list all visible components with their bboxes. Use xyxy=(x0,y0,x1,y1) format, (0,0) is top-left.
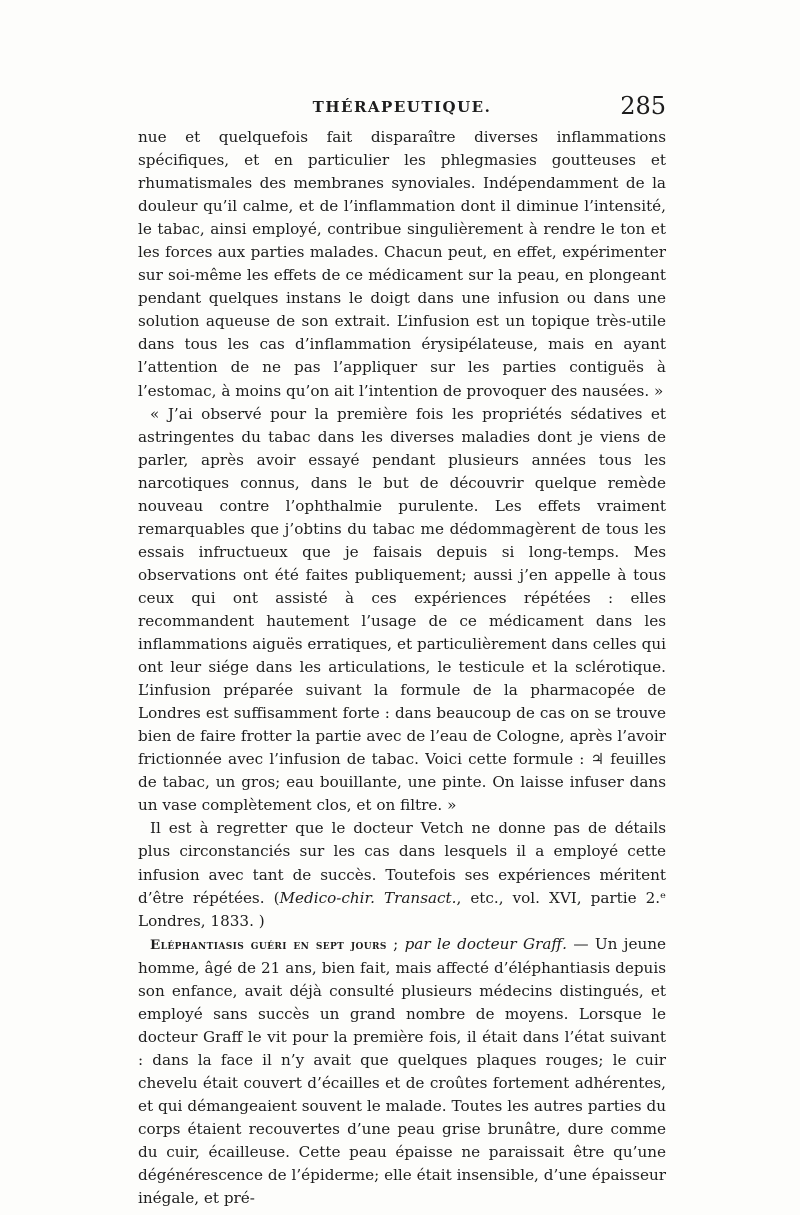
paragraph-case-report xyxy=(138,933,666,1211)
case-author: par le docteur Graff. xyxy=(404,934,567,953)
case-body: — Un jeune homme, âgé de 21 ans, bien fait, mais affecté d’éléphantiasis depuis son enfance, avait déjà consulté plusieurs médecins distingués, et employé sans succès un grand nombre de moyens. Lorsque le docteur Graff le vit pour la première fois, il était dans l’état suivant : dans la face il n’y avait que quelques plaques rouges; le cuir chevelu était couvert d’écailles et de croûtes fortement adhérentes, et qui démangeaient souvent le malade. Toutes les autres parties du corps étaient recouvertes d’une peau grise brunâtre, dure comme du cuir, écailleuse. Cette peau épaisse ne paraissait être qu’une dégénérescence de l’épiderme; elle était insensible, d’une épaisseur inégale, et pré- xyxy=(138,934,666,1208)
paragraph-continuation: nue et quelquefois fait disparaître diverses inflammations spécifiques, et en particulier les phlegmasies goutteuses et rhumatismales des membranes synoviales. Indépendamment de la douleur qu’il calme, et de l’inflammation dont il diminue l’intensité, le tabac, ainsi employé, contribue singulièrement à rendre le ton et les forces aux parties malades. Chacun peut, en effet, expérimenter sur soi-même les effets de ce médicament sur la peau, en plongeant pendant quelques instans le doigt dans une infusion ou dans une solution aqueuse de son extrait. L’infusion est un topique très-utile dans tous les cas d’inflammation érysipélateuse, mais en ayant l’attention de ne pas l’appliquer sur les parties contiguës à l’estomac, à moins qu’on ait l’intention de provoquer des nausées. » xyxy=(138,128,666,400)
heading-separator: ; xyxy=(386,934,405,953)
paragraph-commentary xyxy=(138,817,666,932)
running-title: THÉRAPEUTIQUE. xyxy=(312,98,492,116)
book-page xyxy=(138,92,666,1210)
section-heading: Eléphantiasis guéri en sept jours xyxy=(150,936,387,953)
body-text xyxy=(138,126,666,1210)
page-number: 285 xyxy=(620,92,666,120)
paragraph-quote: « J’ai observé pour la première fois les propriétés sédatives et astringentes du tabac dans les diverses maladies dont je viens de parler, après avoir essayé pendant plusieurs années tous les narcotiques connus, dans le but de découvrir quelque remède nouveau contre l’ophthalmie purulente. Les effets vraiment remarquables que j’obtins du tabac me dédommagèrent de tous les essais infructueux que je faisais depuis si long-temps. Mes observations ont été faites publiquement; aussi j’en appelle à tous ceux qui ont assisté à ces expériences répétées : elles recommandent hautement l’usage de ce médicament dans les inflammations aiguës erratiques, et particulièrement dans celles qui ont leur siége dans les articulations, le testicule et la sclérotique. L’infusion préparée suivant la formule de la pharmacopée de Londres est suffisamment forte : dans beaucoup de cas on se trouve bien de faire frotter la partie avec de l’eau de Cologne, après l’avoir frictionnée avec l’infusion de tabac. Voici cette formule : ♃ feuilles de tabac, un gros; eau bouillante, une pinte. On laisse infuser dans un vase complètement clos, et on filtre. » xyxy=(138,404,666,815)
running-head xyxy=(138,92,666,126)
source-title: Medico-chir. Transact. xyxy=(279,888,457,907)
source-details: , etc., vol. XVI, partie 2.ᵉ Londres, 1833. ) xyxy=(138,888,666,930)
commentary-text: Il est à regretter que le docteur Vetch ne donne pas de détails plus circonstanciés sur les cas dans lesquels il a employé cette infusion avec tant de succès. Toutefois ses expériences méritent d’être répétées. ( xyxy=(138,819,666,907)
